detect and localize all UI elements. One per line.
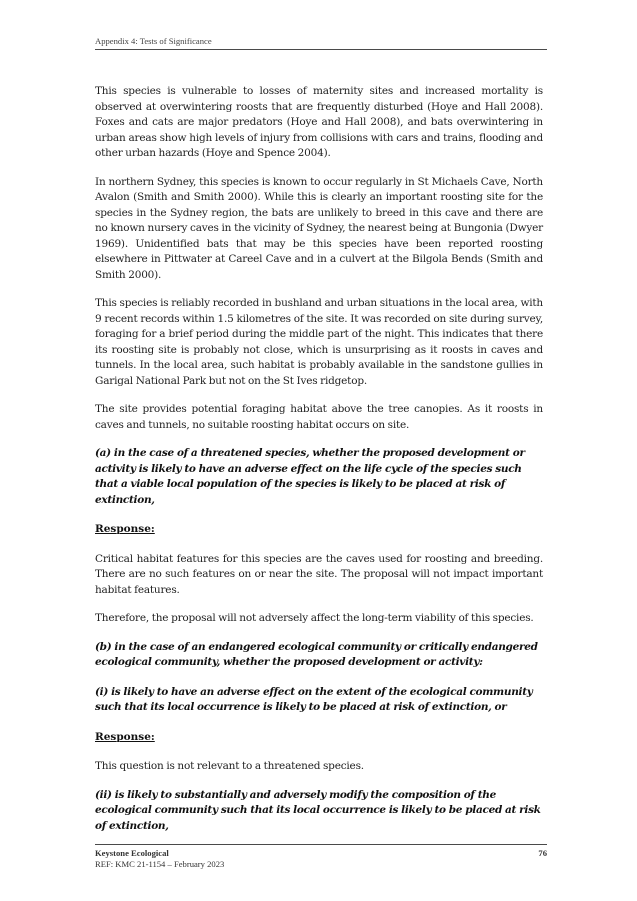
paragraph-northern-sydney: In northern Sydney, this species is known to occur regularly in St Michaels Cave, North Avalon (Smith and Smith 2000). While this is clearly an important roosting site for the species in the Sydney region, the bats are unlikely to breed in this cave and there are no known nursery caves in the vicinity of Sydney, the nearest being at Bungonia (Dwyer 1969). Unidentified bats that may be this species have been reported roosting elsewhere in Pittwater at Careel Cave and in a culvert at the Bilgola Bends (Smith and Smith 2000). [95, 175, 543, 281]
header-title: Appendix 4: Tests of Significance [95, 36, 212, 46]
page-header [95, 36, 547, 50]
question-a: (a) in the case of a threatened species, whether the proposed development or activity is likely to have an adverse effect on the life cycle of the species such that a viable local population of the species is likely to be placed at risk of extinction, [95, 447, 525, 506]
response-a-text-2: Therefore, the proposal will not adversely affect the long-term viability of this species. [95, 612, 534, 624]
response-b-i-text: This question is not relevant to a threatened species. [95, 760, 364, 772]
footer-reference: REF: KMC 21-1154 – February 2023 [95, 859, 225, 869]
page-footer [95, 844, 547, 870]
question-b-ii: (ii) is likely to substantially and adversely modify the composition of the ecological community such that its local occurrence is likely to be placed at risk of extinction, [95, 788, 541, 832]
footer-organisation: Keystone Ecological [95, 848, 169, 858]
page-number: 76 [538, 848, 547, 858]
page-body [95, 84, 543, 848]
paragraph-maternity-sites: This species is vulnerable to losses of maternity sites and increased mortality is observed at overwintering roosts that are frequently disturbed (Hoye and Hall 2008). Foxes and cats are major predators (Hoye and Hall 2008), and bats overwintering in urban areas show high levels of injury from collisions with cars and trains, flooding and other urban hazards (Hoye and Spence 2004). [95, 85, 543, 159]
question-b: (b) in the case of an endangered ecological community or critically endangered ecological community, whether the proposed development or activity: [95, 640, 538, 668]
response-heading-a: Response: [95, 523, 155, 535]
question-b-i: (i) is likely to have an adverse effect on the extent of the ecological community such that its local occurrence is likely to be placed at risk of extinction, or [95, 685, 533, 713]
response-heading-b-i: Response: [95, 730, 155, 743]
response-a-text-1: Critical habitat features for this species are the caves used for roosting and breeding. There are no such features on or near the site. The proposal will not impact important habitat features. [95, 552, 543, 596]
paragraph-local-records: This species is reliably recorded in bushland and urban situations in the local area, with 9 recent records within 1.5 kilometres of the site. It was recorded on site during survey, foraging for a brief period during the middle part of the night. This indicates that there its roosting site is probably not close, which is unsurprising as it roosts in caves and tunnels. In the local area, such habitat is probably available in the sandstone gullies in Garigal National Park but not on the St Ives ridgetop. [95, 297, 543, 387]
paragraph-foraging-habitat: The site provides potential foraging habitat above the tree canopies. As it roosts in caves and tunnels, no suitable roosting habitat occurs on site. [95, 403, 543, 431]
